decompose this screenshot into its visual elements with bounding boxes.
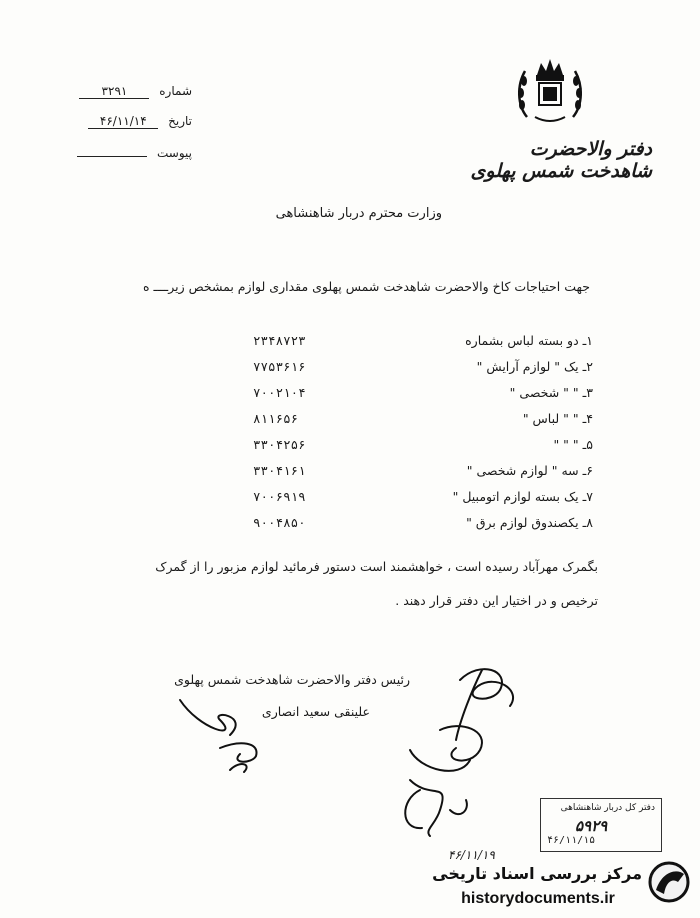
closing-paragraph: بگمرک مهرآباد رسیده است ، خواهشمند است دستور فرمائید لوازم مزبور را از گمرک ترخیص و در اختیار این دفتر قرار دهند . <box>155 559 598 608</box>
letter-date-row <box>62 114 192 129</box>
watermark <box>412 858 698 914</box>
stamp-date: ۴۶/۱۱/۱۵ <box>547 835 596 846</box>
letter-number-value: ۳۲۹۱ <box>79 84 149 99</box>
attachment-label: پیوست <box>157 146 192 160</box>
stamp-number: ۵۹۲۹ <box>575 817 608 835</box>
item-number: ۳۳۰۴۱۶۱ <box>253 463 306 478</box>
crown-crest-icon <box>515 55 585 127</box>
list-item <box>220 385 593 407</box>
item-number: ۷۰۰۶۹۱۹ <box>253 489 306 504</box>
list-item <box>220 437 593 459</box>
item-description: ۷ـ یک بسته لوازم اتومبیل " <box>452 489 593 504</box>
watermark-url: historydocuments.ir <box>461 890 615 907</box>
signatory-name: علینقی سعید انصاری <box>261 704 370 719</box>
salutation: وزارت محترم دربار شاهنشاهی <box>275 206 442 221</box>
intro-paragraph: جهت احتیاجات کاخ والاحضرت شاهدخت شمس پهلوی مقداری لوازم بمشخص زیرــــ ه <box>143 279 590 294</box>
item-description: ۲ـ یک " لوازم آرایش " <box>476 359 593 374</box>
item-number: ۸۱۱۶۵۶ <box>253 411 299 426</box>
letter-number-row <box>62 84 192 99</box>
item-number: ۹۰۰۴۸۵۰ <box>253 515 306 530</box>
stamp-header: دفتر کل دربار شاهنشاهی <box>560 803 655 813</box>
list-item <box>220 411 593 433</box>
registry-stamp <box>540 798 662 852</box>
attachment-row <box>62 146 192 160</box>
attachment-value <box>77 156 147 157</box>
item-number: ۳۳۰۴۲۵۶ <box>253 437 306 452</box>
list-item <box>220 489 593 511</box>
letter-number-label: شماره <box>159 84 192 98</box>
letterhead-title: دفتر والاحضرت شاهدخت شمس پهلوی <box>470 138 652 182</box>
item-description: ۴ـ " " لباس " <box>522 411 593 426</box>
list-item <box>220 463 593 485</box>
letter-date-value: ۴۶/۱۱/۱۴ <box>88 114 158 129</box>
signatory-title: رئیس دفتر والاحضرت شاهدخت شمس پهلوی <box>174 672 410 687</box>
letter-date-label: تاریخ <box>168 114 192 128</box>
item-number: ۷۰۰۲۱۰۴ <box>253 385 306 400</box>
handwritten-date: ۴۶/۱۱/۱۹ <box>448 848 495 862</box>
item-description: ۳ـ " " شخصی " <box>509 385 593 400</box>
item-description: ۶ـ سه " لوازم شخصی " <box>466 463 593 478</box>
watermark-title: مرکز بررسی اسناد تاریخی <box>432 864 642 883</box>
item-description: ۱ـ دو بسته لباس بشماره <box>465 333 593 348</box>
list-item <box>220 515 593 537</box>
item-number: ۲۳۴۸۷۲۳ <box>253 333 306 348</box>
list-item <box>220 333 593 355</box>
item-description: ۵ـ " " " <box>553 437 593 452</box>
item-number: ۷۷۵۳۶۱۶ <box>253 359 306 374</box>
item-description: ۸ـ یکصندوق لوازم برق " <box>466 515 593 530</box>
list-item <box>220 359 593 381</box>
